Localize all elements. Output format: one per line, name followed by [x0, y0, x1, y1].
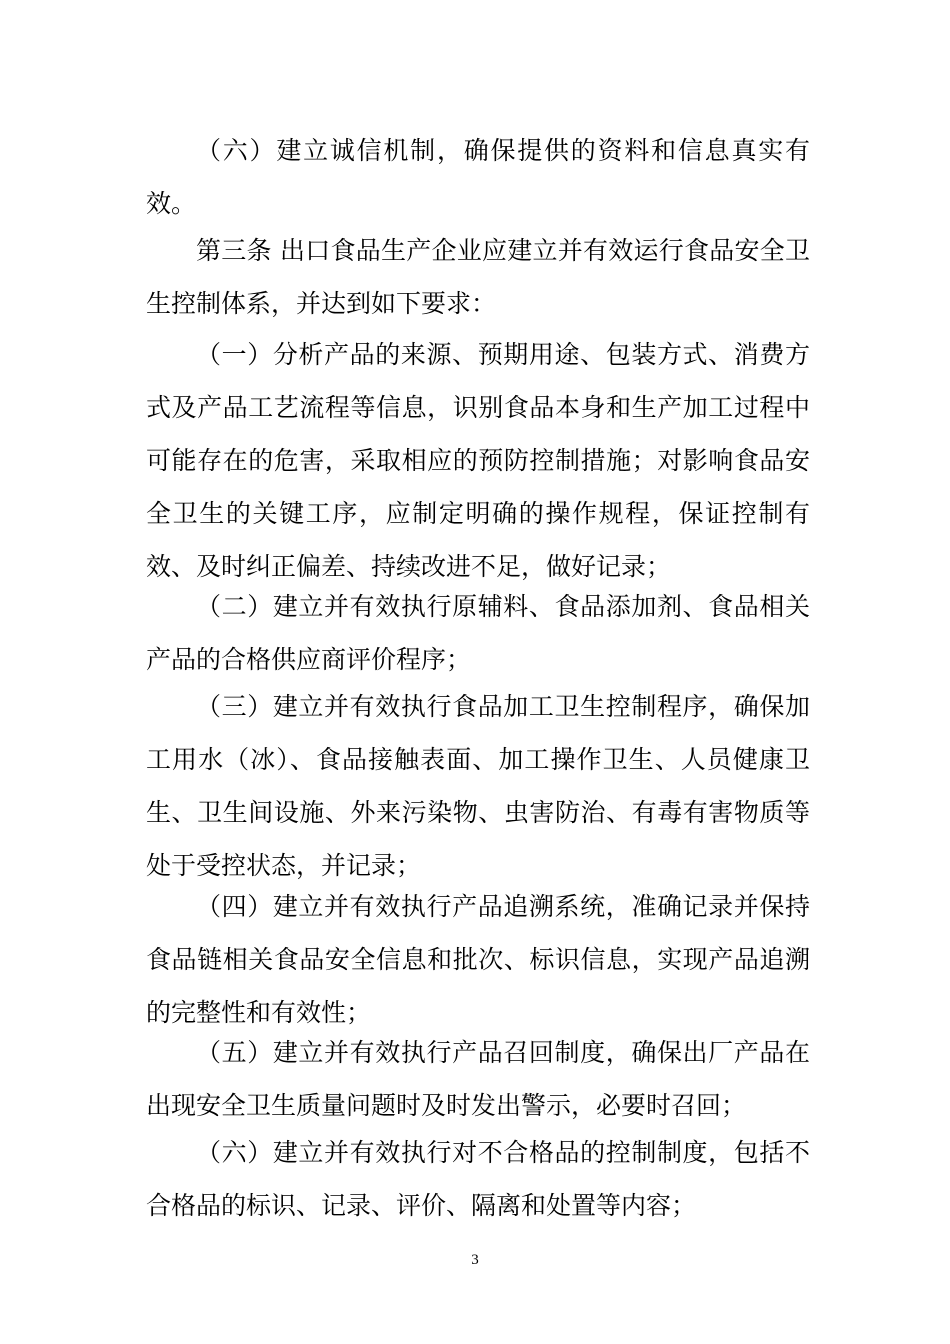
- paragraph-item-2-supplier-evaluation: （二）建立并有效执行原辅料、食品添加剂、食品相关产品的合格供应商评价程序；: [146, 592, 810, 674]
- page-number: 3: [471, 1252, 479, 1268]
- paragraph-item-3-hygiene-control: （三）建立并有效执行食品加工卫生控制程序，确保加工用水（冰）、食品接触表面、加工操作卫生、人员健康卫生、卫生间设施、外来污染物、虫害防治、有毒有害物质等处于受控状态，并记录；: [146, 692, 810, 880]
- paragraph-item-4-traceability: （四）建立并有效执行产品追溯系统，准确记录并保持食品链相关食品安全信息和批次、标识信息，实现产品追溯的完整性和有效性；: [146, 892, 810, 1027]
- paragraph-item-1-hazard-analysis: （一）分析产品的来源、预期用途、包装方式、消费方式及产品工艺流程等信息，识别食品本身和生产加工过程中可能存在的危害，采取相应的预防控制措施；对影响食品安全卫生的关键工序，应制定明确的操作规程，保证控制有效、及时纠正偏差、持续改进不足，做好记录；: [146, 340, 810, 581]
- paragraph-item-6-integrity: （六）建立诚信机制，确保提供的资料和信息真实有效。: [146, 136, 810, 218]
- paragraph-article-3: 第三条 出口食品生产企业应建立并有效运行食品安全卫生控制体系，并达到如下要求：: [146, 236, 810, 318]
- paragraph-item-6-nonconforming: （六）建立并有效执行对不合格品的控制制度，包括不合格品的标识、记录、评价、隔离和处置等内容；: [146, 1138, 810, 1220]
- paragraph-item-5-recall: （五）建立并有效执行产品召回制度，确保出厂产品在出现安全卫生质量问题时及时发出警示，必要时召回；: [146, 1038, 810, 1120]
